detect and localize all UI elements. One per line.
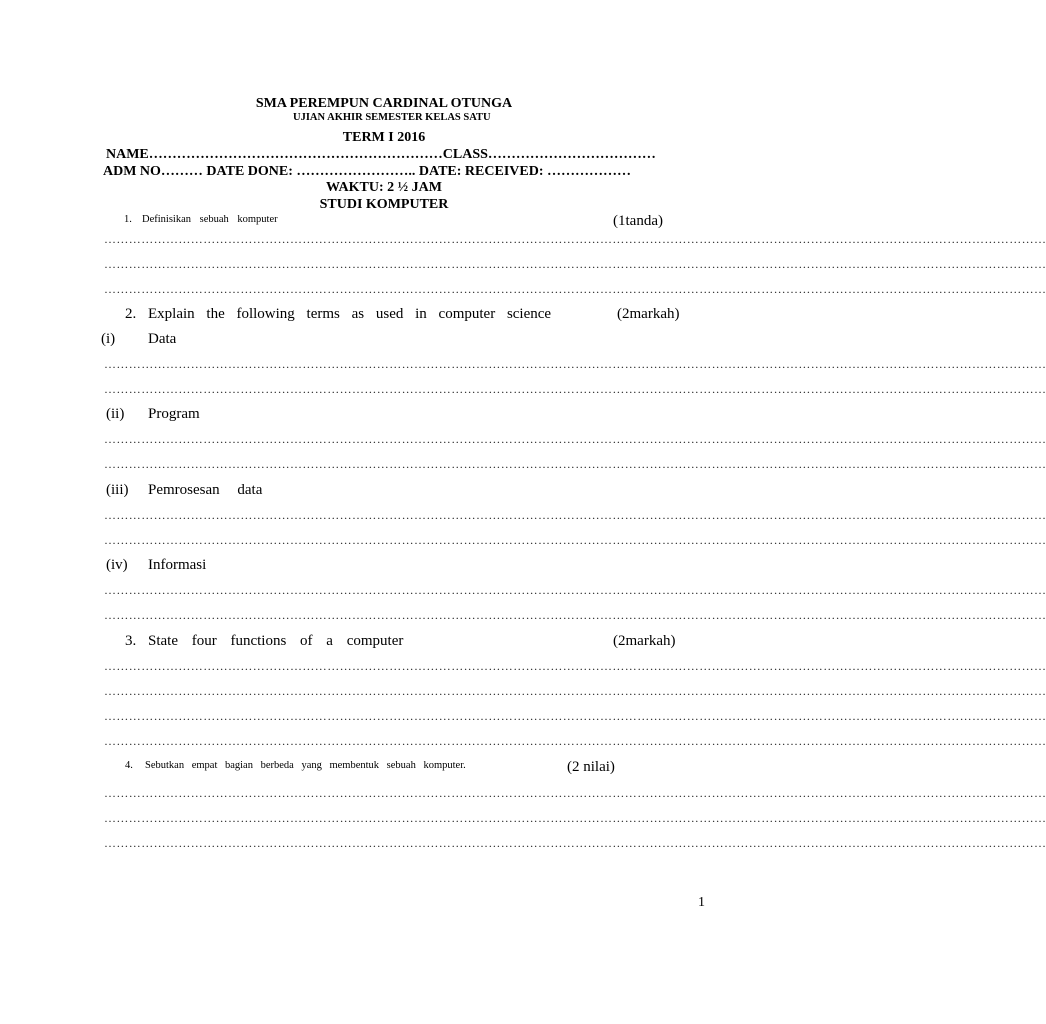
answer-line: ………………………………………………………………………………………………………………………………………………………………………………………………………… — [104, 432, 1046, 446]
part-i-label: (i) — [101, 331, 116, 347]
school-name: SMA PEREMPUN CARDINAL OTUNGA — [255, 96, 513, 111]
question-1-text: Definisikan sebuah komputer — [142, 214, 278, 225]
question-2-marks: (2markah) — [617, 306, 680, 322]
answer-line: ………………………………………………………………………………………………………………………………………………………………………………………………………… — [104, 357, 1046, 371]
question-1-marks: (1tanda) — [613, 213, 663, 229]
term-label: TERM I 2016 — [342, 130, 426, 145]
question-4-number: 4. — [125, 760, 133, 771]
name-class-line: NAME………………………………………………………CLASS……………………………… — [106, 147, 656, 162]
answer-line: ………………………………………………………………………………………………………………………………………………………………………………………………………… — [104, 709, 1046, 723]
question-4-marks: (2 nilai) — [567, 759, 615, 775]
subject-title: STUDI KOMPUTER — [319, 197, 449, 212]
question-3-number: 3. — [125, 633, 137, 649]
answer-line: ………………………………………………………………………………………………………………………………………………………………………………………………………… — [104, 508, 1046, 522]
part-i-text: Data — [148, 331, 177, 347]
answer-line: ………………………………………………………………………………………………………………………………………………………………………………………………………… — [104, 811, 1046, 825]
answer-line: ………………………………………………………………………………………………………………………………………………………………………………………………………… — [104, 734, 1046, 748]
part-iii-label: (iii) — [106, 482, 129, 498]
answer-line: ………………………………………………………………………………………………………………………………………………………………………………………………………… — [104, 257, 1046, 271]
answer-line: ………………………………………………………………………………………………………………………………………………………………………………………………………… — [104, 659, 1046, 673]
part-ii-text: Program — [148, 406, 200, 422]
answer-line: ………………………………………………………………………………………………………………………………………………………………………………………………………… — [104, 836, 1046, 850]
part-iv-text: Informasi — [148, 557, 207, 573]
question-2-text: Explain the following terms as used in computer science — [148, 306, 552, 322]
part-iii-text: Pemrosesan data — [148, 482, 263, 498]
answer-line: ………………………………………………………………………………………………………………………………………………………………………………………………………… — [104, 282, 1046, 296]
part-ii-label: (ii) — [106, 406, 125, 422]
question-3-text: State four functions of a computer — [148, 633, 404, 649]
answer-line: ………………………………………………………………………………………………………………………………………………………………………………………………………… — [104, 684, 1046, 698]
question-1-number: 1. — [124, 214, 132, 225]
exam-title: UJIAN AKHIR SEMESTER KELAS SATU — [293, 112, 491, 123]
part-iv-label: (iv) — [106, 557, 128, 573]
answer-line: ………………………………………………………………………………………………………………………………………………………………………………………………………… — [104, 786, 1046, 800]
answer-line: ………………………………………………………………………………………………………………………………………………………………………………………………………… — [104, 583, 1046, 597]
question-2-number: 2. — [125, 306, 137, 322]
answer-line: ………………………………………………………………………………………………………………………………………………………………………………………………………… — [104, 457, 1046, 471]
answer-line: ………………………………………………………………………………………………………………………………………………………………………………………………………… — [104, 382, 1046, 396]
answer-line: ………………………………………………………………………………………………………………………………………………………………………………………………………… — [104, 608, 1046, 622]
question-3-marks: (2markah) — [613, 633, 676, 649]
answer-line: ………………………………………………………………………………………………………………………………………………………………………………………………………… — [104, 533, 1046, 547]
answer-line: ………………………………………………………………………………………………………………………………………………………………………………………………………… — [104, 232, 1046, 246]
page-number: 1 — [698, 895, 705, 910]
adm-date-line: ADM NO……… DATE DONE: …………………….. DATE: RECEIVED: ……………… — [103, 164, 631, 179]
exam-duration: WAKTU: 2 ½ JAM — [326, 180, 442, 195]
question-4-text: Sebutkan empat bagian berbeda yang membentuk sebuah komputer. — [145, 760, 466, 771]
